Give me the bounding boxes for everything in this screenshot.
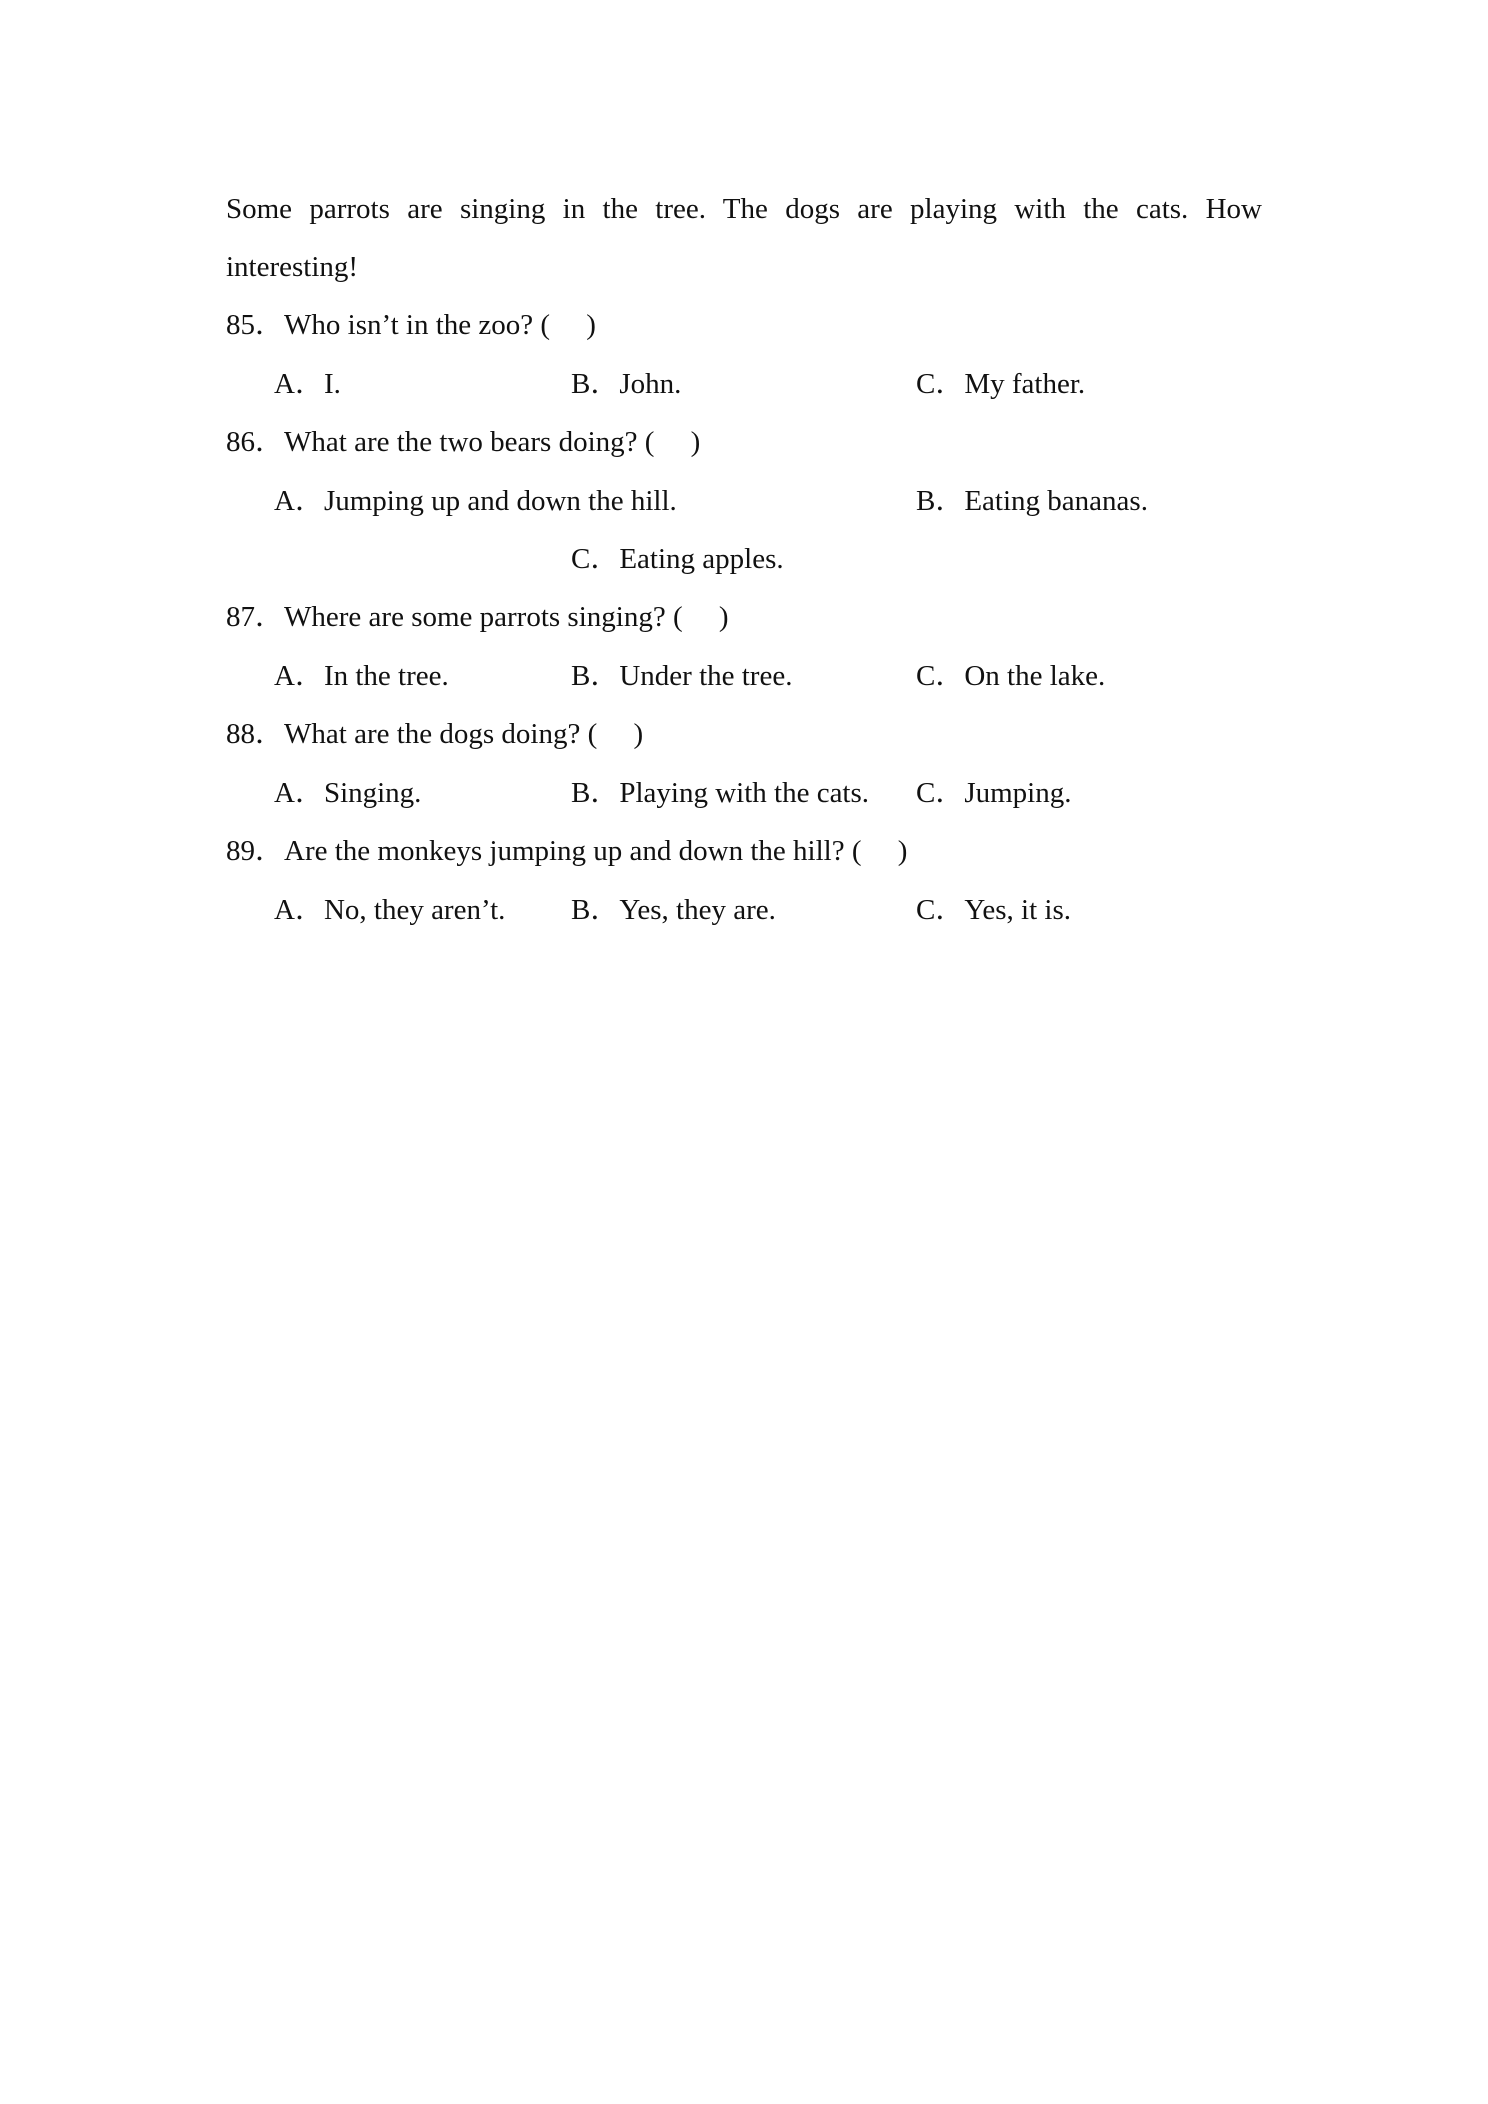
q86-option-b: B．Eating bananas.	[916, 485, 1148, 517]
q89-option-b: B．Yes, they are.	[571, 894, 776, 926]
q86-option-a: A．Jumping up and down the hill.	[274, 485, 677, 517]
q85-option-a: A．I.	[274, 368, 341, 400]
passage-line-1: Some parrots are singing in the tree. The dogs are playing with the cats. How	[226, 193, 1262, 225]
question-87	[226, 600, 729, 634]
question-text: Are the monkeys jumping up and down the hill? ( )	[284, 835, 908, 867]
q89-option-c: C．Yes, it is.	[916, 894, 1071, 926]
question-number: 86．	[226, 426, 285, 458]
question-89	[226, 834, 907, 868]
question-86	[226, 425, 700, 459]
question-number: 85．	[226, 309, 285, 341]
q87-option-a: A．In the tree.	[274, 660, 449, 692]
q85-option-b: B．John.	[571, 368, 682, 400]
q87-option-b: B．Under the tree.	[571, 660, 793, 692]
question-text: What are the two bears doing? ( )	[284, 426, 701, 458]
question-number: 88．	[226, 718, 285, 750]
question-number: 89．	[226, 835, 285, 867]
question-text: Who isn’t in the zoo? ( )	[284, 309, 596, 341]
q86-option-c: C．Eating apples.	[571, 543, 784, 575]
question-text: Where are some parrots singing? ( )	[284, 601, 729, 633]
question-85	[226, 308, 596, 342]
q88-option-b: B．Playing with the cats.	[571, 777, 870, 809]
q88-option-a: A．Singing.	[274, 777, 422, 809]
passage-line-2: interesting!	[226, 251, 359, 283]
q88-option-c: C．Jumping.	[916, 777, 1072, 809]
question-text: What are the dogs doing? ( )	[284, 718, 644, 750]
q85-option-c: C．My father.	[916, 368, 1086, 400]
q89-option-a: A．No, they aren’t.	[274, 894, 506, 926]
q87-option-c: C．On the lake.	[916, 660, 1106, 692]
question-number: 87．	[226, 601, 285, 633]
question-88	[226, 717, 643, 751]
